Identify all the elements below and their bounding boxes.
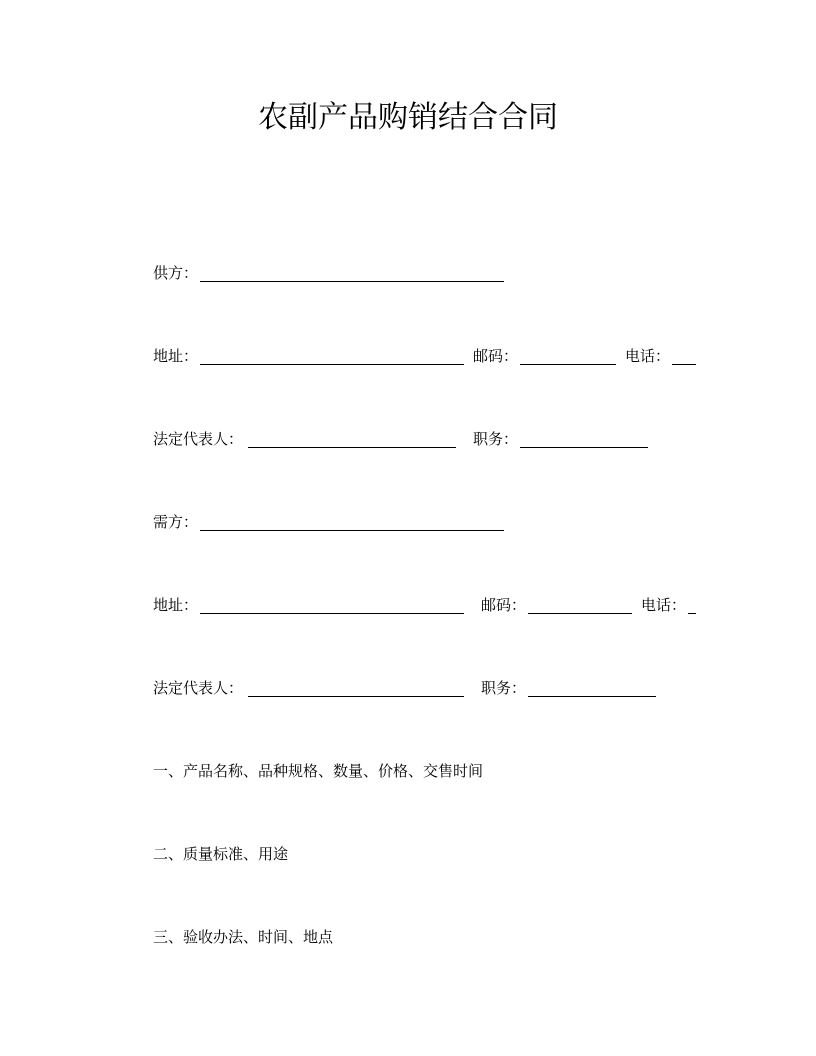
buyer-postcode-blank[interactable] (528, 594, 632, 614)
supplier-legal-rep-blank[interactable] (248, 428, 456, 448)
section-heading-3: 三、验收办法、时间、地点 (153, 928, 334, 946)
supplier-address-blank[interactable] (200, 345, 464, 365)
supplier-party-row (153, 262, 713, 284)
supplier-position-blank[interactable] (520, 428, 648, 448)
supplier-legal-rep-row (153, 428, 713, 450)
supplier-legal-rep-label: 法定代表人： (153, 430, 244, 448)
supplier-phone-label: 电话： (625, 347, 671, 365)
buyer-address-blank[interactable] (200, 594, 464, 614)
buyer-party-label: 需方： (153, 513, 199, 531)
buyer-name-blank[interactable] (200, 511, 504, 531)
supplier-address-label: 地址： (153, 347, 199, 365)
supplier-position-label: 职务： (473, 430, 519, 448)
buyer-legal-rep-label: 法定代表人： (153, 679, 244, 697)
supplier-postcode-blank[interactable] (520, 345, 616, 365)
section-heading-2: 二、质量标准、用途 (153, 845, 289, 863)
supplier-name-blank[interactable] (200, 262, 504, 282)
buyer-phone-label: 电话： (641, 596, 687, 614)
supplier-phone-blank[interactable] (672, 345, 696, 365)
buyer-address-row (153, 594, 713, 616)
buyer-legal-rep-row (153, 677, 713, 699)
section-heading-1: 一、产品名称、品种规格、数量、价格、交售时间 (153, 762, 484, 780)
buyer-phone-blank[interactable] (688, 594, 696, 614)
supplier-address-row (153, 345, 713, 367)
buyer-position-blank[interactable] (528, 677, 656, 697)
buyer-legal-rep-blank[interactable] (248, 677, 464, 697)
buyer-party-row (153, 511, 713, 533)
buyer-postcode-label: 邮码： (481, 596, 527, 614)
supplier-party-label: 供方： (153, 264, 199, 282)
buyer-address-label: 地址： (153, 596, 199, 614)
buyer-position-label: 职务： (481, 679, 527, 697)
document-title: 农副产品购销结合合同 (258, 100, 558, 135)
supplier-postcode-label: 邮码： (473, 347, 519, 365)
